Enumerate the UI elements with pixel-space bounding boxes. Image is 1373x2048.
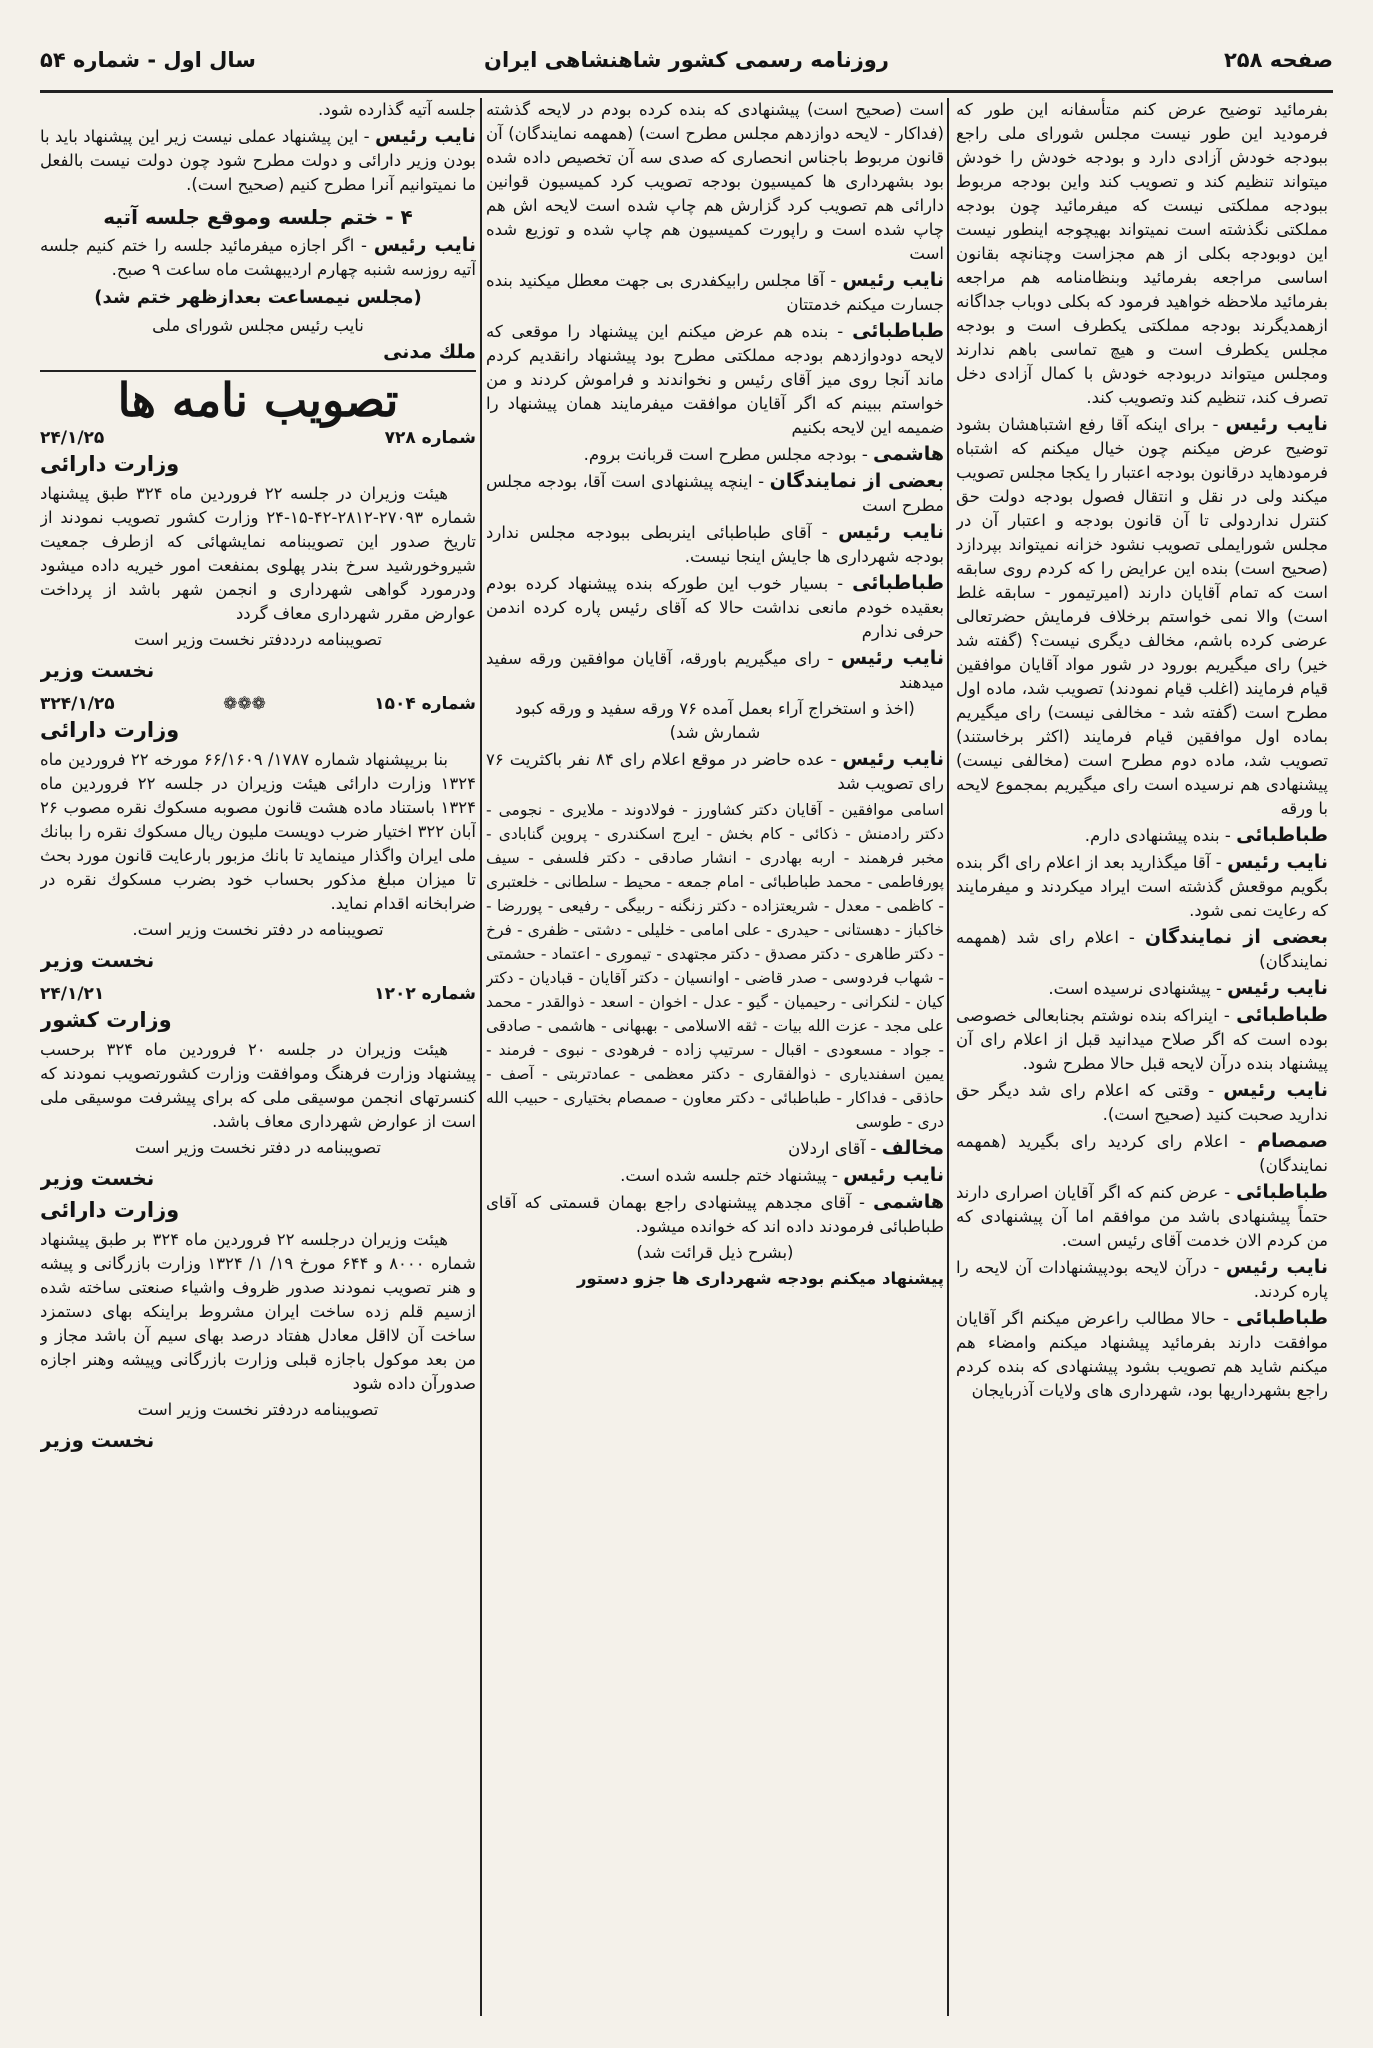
- paragraph: [956, 412, 1328, 821]
- speech: - پیشنهادی نرسیده است.: [1048, 979, 1222, 998]
- paragraph: [40, 233, 476, 282]
- speaker: طباطبائی: [852, 572, 944, 594]
- paragraph: [956, 1255, 1328, 1304]
- speaker: نایب رئیس: [843, 1164, 944, 1186]
- decree-date: ۲۴/۱/۲۵: [40, 428, 105, 448]
- speaker: نایب رئیس: [842, 269, 944, 291]
- signature-title: نایب رئیس مجلس شورای ملی: [152, 316, 364, 335]
- paragraph: [956, 1078, 1328, 1127]
- speaker: طباطبائی: [1236, 824, 1328, 846]
- paragraph: بفرمائید توضیح عرض کنم متأسفانه این طور که فرمودید این طور نیست مجلس شورای ملی راجع ببودجه خودش آزادی دارد و بودجه خودش را خودش میتواند تنظیم کند و تصویب کند واین بودجه مربوط ببودجه مملکتی نیست که میفرمائید چون بودجه مملکتی نگذشته است نمیتواند بهیچوجه اینطور نیست این دوبودجه بکلی از هم مجزاست وچنانچه بقانون اساسی مراجعه بفرمائید وبنظامنامه هم مراجعه بفرمائید ملاحظه خواهید فرمود که بکلی دوباب جداگانه ازهمدیگرند بودجه مملکتی یکطرف است و بودجه مجلس یکطرف است و هیچ تماسی باهم ندارند ومجلس میتواند دربودجه خودش با کمال آزادی دخل تصرف کند، تنظیم کند وتصویب کند.: [956, 100, 1328, 407]
- decree-text: هیئت وزیران درجلسه ۲۲ فروردین ماه ۳۲۴ بر طبق پیشنهاد شماره ۸۰۰۰ و ۶۴۴ مورخ ۱۹/ ۱/ ۱۳۲۴ وزارت بازرگانی و پیشه و هنر تصویب نمودند صدور ظروف واشیاء صنعتی ساخته شده ازسیم قلم زده ساخت ایران مشروط براینکه بهای دستمزد ساخت آن لااقل معادل هفتاد درصد بهای سیم آن باشد مجاز و من بعد موکول باجازه قبلی وزارت بازرگانی وپیشه وهنر اجازه صدورآن داده شود: [40, 1230, 476, 1393]
- decree-note: تصویبنامه در دفتر نخست وزیر است.: [132, 920, 384, 939]
- speech: - عده حاضر در موقع اعلام رای ۸۴ نفر باکثریت ۷۶ رای تصویب شد: [486, 750, 944, 793]
- divider: [40, 370, 476, 372]
- speech: - بسیار خوب این طورکه بنده پیشنهاد کرده بودم بعقیده خودم مانعی نداشت حالا که آقای رئیس پاره کرده اندمن حرفی ندارم: [486, 574, 944, 641]
- column-right: [956, 98, 1328, 2013]
- paragraph: [486, 268, 944, 317]
- speech: - رای میگیریم باورقه، آقایان موافقین ورقه سفید میدهند: [486, 649, 944, 692]
- voters-list: اسامی موافقین - آقایان دکتر کشاورز - فولادوند - ملایری - نجومی - دکتر رادمنش - ذکائی - کام بخش - ایرج اسکندری - پروین گنابادی - مخبر فرهمند - اربه بهادری - انشار صادقی - دکتر فلسفی - سیف پورفاطمی - محمد طباطبائی - امام جمعه - محیط - سلطانی - خلعتبری - کاظمی - معدل - شریعتزاده - دکتر زنگنه - ربیگی - رفیعی - پوررضا - خاکباز - دهستانی - حیدری - علی امامی - خلیلی - دشتی - ظفری - فرخ - دکتر طاهری - دکتر مصدق - دکتر مجتهدی - تیموری - اعتماد - حشمتی - شهاب فردوسی - صدر قاضی - اوانسیان - دکتر آقایان - قبادیان - دکتر کیان - لنکرانی - رحیمیان - گیو - عدل - اخوان - اسعد - ذوالقدر - محمد علی مجد - عزت الله بیات - ثقه الاسلامی - بهبهانی - هاشمی - صادقی - جواد - مسعودی - اقبال - سرتیپ زاده - فرهودی - نبوی - فرمند - یمین اسفندیاری - ذوالفقاری - دکتر معظمی - عمادتربتی - آصف - حاذقی - فداکار - طباطبائی - دکتر معاون - صمصام بختیاری - حبیب الله دری - طوسی: [486, 801, 944, 1131]
- decree-signature: نخست وزیر: [40, 658, 155, 682]
- decree-number: شماره ۷۲۸: [384, 428, 476, 448]
- session-end-note: (مجلس نیمساعت بعدازظهر ختم شد): [94, 287, 422, 308]
- paragraph: [956, 925, 1328, 974]
- speech: - بنده پیشنهادی دارم.: [1084, 826, 1231, 845]
- paragraph: [40, 124, 476, 197]
- ministry-heading: وزارت دارائی: [40, 452, 180, 476]
- speaker: بعضی از نمایندگان: [769, 470, 944, 492]
- speech: - بودجه مجلس مطرح است قربانت بروم.: [583, 445, 868, 464]
- speech: - اینراکه بنده نوشتم بجنابعالی خصوصی بوده است که اگر صلاح میدانید قبل از اعلام رای آن پیشنهاد بنده درآن لایحه قبل حالا مطرح شود.: [956, 1006, 1328, 1073]
- decree-stars: ❁❁❁: [223, 694, 266, 714]
- speaker: نایب رئیس: [840, 647, 944, 669]
- paragraph: [486, 319, 944, 440]
- speech: - آقای مجدهم پیشنهادی راجع بهمان قسمتی که آقای طباطبائی فرمودند داده اند که خوانده میشود.: [486, 1193, 944, 1236]
- decree-note: تصویبنامه در دفتر نخست وزیر است: [135, 1138, 381, 1157]
- speaker: مخالف: [881, 1137, 944, 1159]
- ministry-heading: وزارت دارائی: [40, 1198, 180, 1222]
- speaker: نایب رئیس: [1227, 851, 1328, 873]
- speech: - اعلام رای شد (همهمه نمایندگان): [956, 928, 1328, 971]
- paragraph: است (صحیح است) پیشنهادی که بنده کرده بودم در لایحه گذشته (فداکار - لایحه دوازدهم مجلس مطرح است) (همهمه نمایندگان) آن قانون مربوط باجناس انحصاری که صدی سه آن تخصیص داده شده بود بشهرداری ها کمیسیون بودجه تصویب کرد کمیسیون قوانین دارائی هم تصویب کرد گزارش هم چاپ شده است لایحه اش هم چاپ شده است و راپورت کمیسیون هم چاپ شده و توزیع شده است: [486, 100, 944, 263]
- ministry-heading: وزارت کشور: [40, 1008, 172, 1032]
- speaker: نایب رئیس: [1227, 977, 1328, 999]
- decree-text: هیئت وزیران در جلسه ۲۰ فروردین ماه ۳۲۴ برحسب پیشنهاد وزارت فرهنگ وموافقت وزارت کشورتصویب نمودند که کنسرتهای انجمن موسیقی ملی که برای پیشرفت موسیقی ملی است از عوارض شهرداری معاف باشد.: [40, 1040, 476, 1131]
- section-heading: ۴ - ختم جلسه وموقع جلسه آتیه: [103, 205, 413, 229]
- speech: - اینچه پیشنهادی است آقا، بودجه مجلس مطرح است: [486, 472, 944, 515]
- paragraph: [956, 1003, 1328, 1076]
- speaker: نایب رئیس: [842, 748, 944, 770]
- paragraph: (بشرح ذیل قرائت شد): [636, 1243, 794, 1262]
- column-divider: [480, 98, 482, 2016]
- paragraph: [956, 1129, 1328, 1178]
- speech: - آقا میگذارید بعد از اعلام رای اگر بنده بگویم موقعش گذشته است ایراد میکردند و میفرمایند که رعایت نمی شود.: [956, 853, 1328, 920]
- decree-number: شماره ۱۲۰۲: [374, 984, 476, 1004]
- speaker: نایب رئیس: [838, 521, 944, 543]
- decree-header: [40, 982, 476, 1006]
- page-header: [40, 38, 1333, 93]
- speaker: هاشمی: [873, 1191, 944, 1213]
- decree-header: [40, 692, 476, 716]
- speech: - حالا مطالب راعرض میکنم اگر آقایان موافقت دارند بفرمائید پیشنهاد میکنم وامضاء هم میکنم شاید هم تصویب بشود پیشنهادی که بنده کردم راجع بشهرداریها بود، شهرداری های ولایات آذربایجان: [956, 1309, 1328, 1400]
- column-divider: [947, 98, 949, 2016]
- paragraph: [486, 646, 944, 695]
- paragraph: [486, 1136, 944, 1161]
- speaker: هاشمی: [873, 443, 944, 465]
- signature-name: ملك مدنی: [383, 341, 476, 363]
- paragraph: [956, 1306, 1328, 1403]
- speech: - این پیشنهاد عملی نیست زیر این پیشنهاد باید با بودن وزیر دارائی و دولت مطرح شود چون دولت نیست بالفعل ما نمیتوانیم آنرا مطرح کنیم (صحیح است).: [40, 127, 476, 194]
- speaker: طباطبائی: [1236, 1181, 1328, 1203]
- speaker: نایب رئیس: [373, 234, 476, 256]
- speaker: نایب رئیس: [1225, 1256, 1328, 1278]
- paragraph: [486, 1163, 944, 1188]
- journal-title: روزنامه رسمی کشور شاهنشاهی ایران: [484, 48, 889, 72]
- speech: - وقتی که اعلام رای شد دیگر حق ندارید صحبت کنید (صحیح است).: [956, 1081, 1328, 1124]
- paragraph: [486, 1190, 944, 1239]
- speech: - اگر اجازه میفرمائید جلسه را ختم کنیم جلسه آتیه روزسه شنبه چهارم اردیبهشت ماه ساعت ۹ صبح.: [40, 236, 476, 279]
- paragraph: [486, 747, 944, 796]
- speech: - آقا مجلس رابیکفدری بی جهت معطل میکنید بنده جسارت میکنم خدمتتان: [486, 271, 944, 314]
- paragraph: [956, 976, 1328, 1001]
- decree-number: شماره ۱۵۰۴: [374, 694, 476, 714]
- speech: - پیشنهاد ختم جلسه شده است.: [620, 1166, 838, 1185]
- decree-text: بنا بریپشنهاد شماره ۱۷۸۷/ ۶۶/۱۶۰۹ مورخه ۲۲ فروردین ماه ۱۳۲۴ وزارت دارائی هیئت وزیران در جلسه ۲۲ فروردین ماه ۱۳۲۴ باستناد ماده هشت قانون مصوبه مسکوك نقره مصوب ۲۶ آبان ۳۲۲ اختیار ضرب دویست ملیون ریال مسکوك نقره را ببانك ملی ایران واگذار مینماید تا بانك مزبور بارعایت قانون مورد بحث تا میزان مبلغ مذکور بحساب خود بضرب مسکوك نقره در ضرابخانه اقدام نماید.: [40, 750, 476, 913]
- decree-signature: نخست وزیر: [40, 1166, 155, 1190]
- speaker: نایب رئیس: [1223, 1079, 1328, 1101]
- speech: - برای اینکه آقا رفع اشتباهشان بشود توضیح عرض میکنم چون خیال میکنم که اشتباه فرمودهاید درقانون بودجه اعتبار را یکجا مجلس تصویب میکند ولی در نقل و انتقال فصول بودجه دولت حق کنترل نداردولی تا آن قانون بودجه و اعتبار آن در مجلس شورایملی تصویب نشود خزانه نمیتواند بپردازد (صحیح است) بنده این عرایض را که کردم روی سابقه است که تمام آقایان دارند (امیرتیمور - سابقه غلط است) والا نمی خواستم برخلاف فرمایش حضرتعالی عرضی کرده باشم، مخالف دیگری نیست؟ (گفته شد خیر) رای میگیریم بورود در شور مواد آقایان موافقین قیام فرمایند (اغلب قیام نمودند) تصویب شد، ماده اول مطرح است (گفته شد - مخالفی نیست) رای میگیریم بماده اول موافقین قیام فرمایند (اکثر برخاستند) تصویب شد، ماده دوم مطرح است (مخالفی نیست) پیشنهادی هم نرسیده است رای میگیریم بمجموع لایحه با ورقه: [956, 415, 1328, 818]
- paragraph: [486, 442, 944, 467]
- paragraph: [486, 520, 944, 569]
- speaker: طباطبائی: [852, 320, 944, 342]
- paragraph: [956, 850, 1328, 923]
- speaker: صمصام: [1257, 1130, 1328, 1152]
- issue-number: سال اول - شماره ۵۴: [40, 48, 256, 72]
- paragraph: [956, 1180, 1328, 1253]
- column-middle: [486, 98, 944, 2013]
- paragraph: [486, 469, 944, 518]
- decree-date: ۲۴/۱/۲۱: [40, 984, 105, 1004]
- paragraph: [956, 823, 1328, 848]
- decrees-title: تصویب نامه ها: [117, 373, 399, 427]
- speech: - بنده هم عرض میکنم این پیشنهاد را موقعی که لایحه دودوازدهم بودجه مملکتی مطرح بود پیشنهاد رانقدیم کردم ماند آنجا روی میز آقای رئیس و نخواندند و فراموش کردند و من خواستم ببینم که اگر آقایان موافقت میفرمایند همان پیشنهاد را ضمیمه این لایحه بکنیم: [486, 322, 944, 437]
- decree-note: تصویبنامه دردفتر نخست وزیر است: [137, 1400, 379, 1419]
- speaker: نایب رئیس: [375, 125, 476, 147]
- speech: - آقای طباطبائی اینربطی ببودجه مجلس ندارد بودجه شهرداری ها جایش اینجا نیست.: [486, 523, 944, 566]
- decree-date: ۳۲۴/۱/۲۵: [40, 694, 115, 714]
- column-left: [40, 98, 476, 2013]
- speech: - عرض کنم که اگر آقایان اصراری دارند حتماً پیشنهادی باشد من موافقم اما آن پیشنهادی که من کردم الان خدمت آقای رئیس است.: [956, 1183, 1328, 1250]
- paragraph: پیشنهاد میکنم بودجه شهرداری ها جزو دستور: [576, 1269, 944, 1288]
- page-number: صفحه ۲۵۸: [1223, 48, 1333, 72]
- ministry-heading: وزارت دارائی: [40, 718, 180, 742]
- decree-signature: نخست وزیر: [40, 1428, 155, 1452]
- paragraph: جلسه آتیه گذارده شود.: [318, 100, 476, 119]
- speaker: بعضی از نمایندگان: [1144, 926, 1328, 948]
- speaker: طباطبائی: [1236, 1307, 1328, 1329]
- decree-note: تصویبنامه درددفتر نخست وزیر است: [133, 630, 383, 649]
- speaker: نایب رئیس: [1225, 413, 1328, 435]
- decree-header: [40, 426, 476, 450]
- decree-text: هیئت وزیران در جلسه ۲۲ فروردین ماه ۳۲۴ طبق پیشنهاد شماره ۲۷۰۹۳-۲۸۱۲-۴۲-۱۵-۲۴ وزارت کشور تصویب نمودند از تاریخ صدور این تصویبنامه نمایشهائی که ازطرف جمعیت شیروخورشید سرخ بندر پهلوی بمنفعت امور خیریه داده میشود ودرمورد گواهی شهرداری و انجمن شهر باشد از پرداخت عوارض مقرر شهرداری معاف گردد: [40, 484, 476, 623]
- speaker: طباطبائی: [1236, 1004, 1328, 1026]
- speech: - آقای اردلان: [788, 1139, 877, 1158]
- decree-signature: نخست وزیر: [40, 948, 155, 972]
- speech: - درآن لایحه بودپیشنهادات آن لایحه را پاره کردند.: [956, 1258, 1328, 1301]
- speech: - اعلام رای کردید رای بگیرید (همهمه نمایندگان): [956, 1132, 1328, 1175]
- paragraph: (اخذ و استخراج آراء بعمل آمده ۷۶ ورقه سفید و ورقه کبود شمارش شد): [515, 699, 915, 742]
- paragraph: [486, 571, 944, 644]
